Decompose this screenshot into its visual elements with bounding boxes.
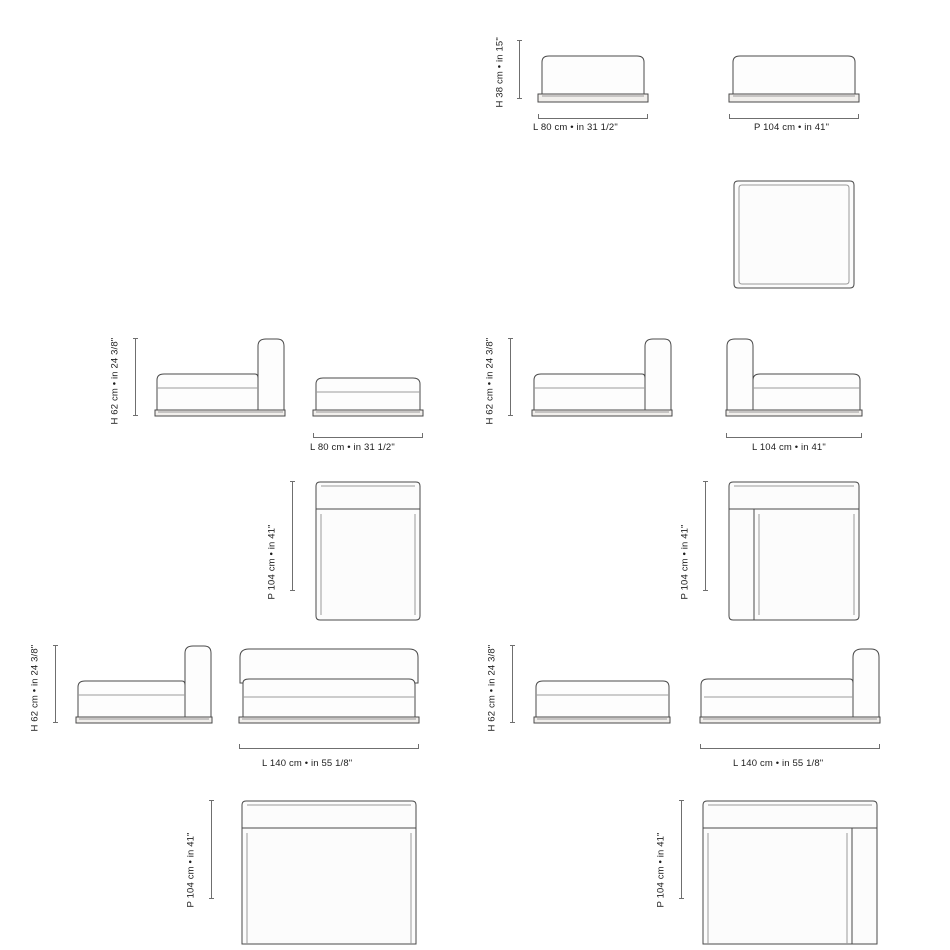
dim-rule-l140-sofa-right <box>700 748 880 749</box>
dim-tick-l80-pouf-left <box>538 114 539 119</box>
figure-sofa-right-top-view <box>700 800 880 945</box>
dim-rule-l140-sofa-left <box>239 748 419 749</box>
dim-label-p104-pouf: P 104 cm • in 41" <box>754 122 830 133</box>
dim-label-l80-pouf: L 80 cm • in 31 1/2" <box>533 122 618 133</box>
figure-armchair-left-front-view <box>155 338 285 420</box>
dim-label-p104-sofa-right: P 104 cm • in 41" <box>655 832 667 908</box>
dim-rule-l80-armchair-left <box>313 437 423 438</box>
figure-armchair-right-front-view <box>532 338 672 420</box>
dim-rule-h62-sofa-left <box>55 645 56 722</box>
figure-armchair-left-side-view <box>313 338 423 420</box>
dim-tick-h62-sr-top <box>510 645 515 646</box>
dim-tick-p104-pouf-right <box>858 114 859 119</box>
dim-rule-h62-armchair-left <box>135 338 136 415</box>
dim-tick-p104-sl-top <box>209 800 214 801</box>
figure-pouf-top-view <box>729 180 859 290</box>
dim-label-p104-armchair-right: P 104 cm • in 41" <box>679 524 691 600</box>
dim-tick-l140-sr-right <box>879 744 880 749</box>
figure-sofa-left-front-view <box>76 645 212 727</box>
dim-label-l104-armchair-right: L 104 cm • in 41" <box>752 442 826 453</box>
dim-rule-p104-armchair-right <box>705 481 706 590</box>
dim-tick-p104-ar-top <box>703 481 708 482</box>
dim-tick-h38-bottom <box>517 98 522 99</box>
dim-tick-h62-ar-bottom <box>508 415 513 416</box>
dim-tick-p104-al-bottom <box>290 590 295 591</box>
figure-sofa-right-side-view <box>700 645 880 727</box>
dim-rule-l80-pouf <box>538 118 648 119</box>
dim-tick-l104-ar-left <box>726 433 727 438</box>
dim-rule-h62-armchair-right <box>510 338 511 415</box>
dim-tick-h62-al-top <box>133 338 138 339</box>
dim-rule-l104-armchair-right <box>726 437 862 438</box>
dim-label-p104-armchair-left: P 104 cm • in 41" <box>266 524 278 600</box>
figure-pouf-side-view <box>729 52 859 108</box>
figure-armchair-right-side-view <box>726 338 862 420</box>
dim-tick-h62-al-bottom <box>133 415 138 416</box>
dim-tick-l140-sl-left <box>239 744 240 749</box>
figure-sofa-right-front-view <box>534 645 670 727</box>
dim-tick-l104-ar-right <box>861 433 862 438</box>
figure-armchair-left-top-view <box>313 481 423 621</box>
dim-tick-h38-top <box>517 40 522 41</box>
dim-label-h38: H 38 cm • in 15" <box>494 37 506 108</box>
dim-tick-h62-ar-top <box>508 338 513 339</box>
dim-rule-p104-pouf <box>729 118 859 119</box>
dim-label-h62-sofa-left: H 62 cm • in 24 3/8" <box>29 644 41 732</box>
dim-rule-h38 <box>519 40 520 98</box>
figure-pouf-front-view <box>538 52 648 108</box>
dim-rule-h62-sofa-right <box>512 645 513 722</box>
dim-tick-l80-al-left <box>313 433 314 438</box>
dim-tick-h62-sr-bottom <box>510 722 515 723</box>
dim-tick-l80-al-right <box>422 433 423 438</box>
dim-label-h62-armchair-left: H 62 cm • in 24 3/8" <box>109 337 121 425</box>
dim-tick-p104-sl-bottom <box>209 898 214 899</box>
dim-tick-p104-sr-top <box>679 800 684 801</box>
dim-tick-l80-pouf-right <box>647 114 648 119</box>
dim-label-p104-sofa-left: P 104 cm • in 41" <box>185 832 197 908</box>
dim-tick-l140-sl-right <box>418 744 419 749</box>
dim-tick-l140-sr-left <box>700 744 701 749</box>
dim-tick-h62-sl-bottom <box>53 722 58 723</box>
figure-sofa-left-side-view <box>239 645 419 727</box>
dim-label-l140-sofa-left: L 140 cm • in 55 1/8" <box>262 758 353 769</box>
dim-rule-p104-sofa-left <box>211 800 212 898</box>
dim-label-h62-sofa-right: H 62 cm • in 24 3/8" <box>486 644 498 732</box>
dim-label-l140-sofa-right: L 140 cm • in 55 1/8" <box>733 758 824 769</box>
dim-tick-h62-sl-top <box>53 645 58 646</box>
dim-tick-p104-pouf-left <box>729 114 730 119</box>
dim-tick-p104-ar-bottom <box>703 590 708 591</box>
dim-tick-p104-sr-bottom <box>679 898 684 899</box>
dim-label-l80-armchair-left: L 80 cm • in 31 1/2" <box>310 442 395 453</box>
figure-armchair-right-top-view <box>726 481 862 621</box>
dim-rule-p104-armchair-left <box>292 481 293 590</box>
figure-sofa-left-top-view <box>239 800 419 945</box>
dim-tick-p104-al-top <box>290 481 295 482</box>
dim-rule-p104-sofa-right <box>681 800 682 898</box>
dim-label-h62-armchair-right: H 62 cm • in 24 3/8" <box>484 337 496 425</box>
